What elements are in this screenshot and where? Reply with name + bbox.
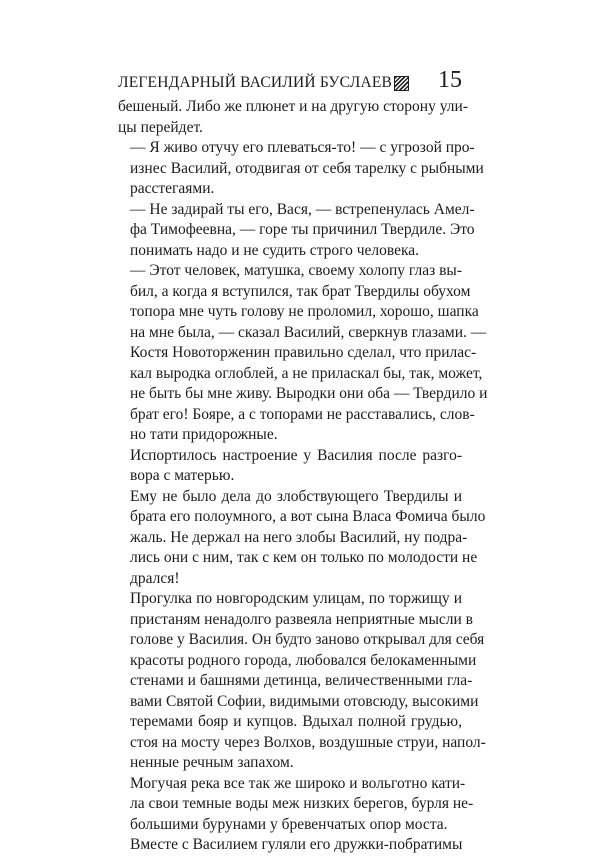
- paragraph: [118, 200, 475, 262]
- text-line: дрался!: [130, 569, 180, 587]
- text-line: фа Тимофеевна, — горе ты причинил Твердиле. Это: [130, 221, 475, 238]
- text-line: теремами бояр и купцов. Вдыхал полной грудью,: [130, 713, 462, 730]
- text-line: жаль. Не держал на него злобы Василий, ну подра-: [130, 528, 468, 546]
- text-line: вами Святой Софии, видимыми отовсюду, высокими: [130, 692, 479, 710]
- text-line: изнес Василий, отодвигая от себя тарелку с рыбными: [130, 159, 484, 177]
- text-line: бил, а когда я вступился, так брат Твердилы обухом: [130, 282, 471, 300]
- paragraph: [118, 261, 488, 446]
- paragraph: [118, 835, 462, 856]
- paragraph: [118, 97, 468, 138]
- text-line: лись они с ним, так с кем он только по молодости не: [130, 549, 478, 566]
- text-line: цы перейдет.: [118, 118, 203, 136]
- text-line: пристаням ненадолго развеяла неприятные мысли в: [130, 610, 473, 628]
- text-line: Костя Новоторженин правильно сделал, что прилас-: [130, 344, 477, 361]
- text-line: расстегаями.: [130, 180, 215, 197]
- text-line: вора с матерью.: [130, 467, 235, 484]
- text-line: стенами и башнями детинца, величественными гла-: [130, 672, 473, 689]
- text-line: — Не задирай ты его, Вася, — встрепенулась Амел-: [130, 200, 475, 218]
- text-line: голове у Василия. Он будто заново открывал для себя: [130, 631, 485, 648]
- text-line: Испортилось настроение у Василия после разго-: [130, 446, 462, 464]
- paragraph: [118, 487, 486, 590]
- text-line: Вместе с Василием гуляли его дружки-побратимы: [130, 836, 463, 853]
- text-line: красоты родного города, любовался белокаменными: [130, 651, 477, 669]
- page-number: 15: [438, 67, 462, 93]
- body-text: [118, 97, 488, 856]
- paragraph: [118, 446, 462, 487]
- text-line: на мне была, — сказал Василий, сверкнув глазами. —: [130, 323, 487, 341]
- text-line: не быть бы мне живу. Выродки они оба — Твердило и: [130, 385, 488, 402]
- text-line: Ему не было дела до злобствующего Твердилы и: [130, 487, 462, 505]
- text-line: большими бурунами у бревенчатых опор моста.: [130, 815, 448, 833]
- text-line: кал выродка оглоблей, а не приласкал бы, так, может,: [130, 364, 483, 382]
- text-line: понимать надо и не судить строго человека.: [130, 241, 420, 259]
- text-line: — Я живо отучу его плеваться-то! — с угрозой про-: [130, 139, 475, 156]
- text-line: бешеный. Либо же плюнет и на другую сторону ули-: [118, 98, 468, 115]
- text-line: Прогулка по новгородским улицам, по торжищу и: [130, 590, 462, 607]
- paragraph: [118, 589, 486, 774]
- text-line: брат его! Бояре, а с топорами не расставались, слов-: [130, 405, 475, 423]
- running-title-text: ЛЕГЕНДАРНЫЙ ВАСИЛИЙ БУСЛАЕВ: [118, 74, 393, 91]
- ornament-icon: [394, 76, 409, 91]
- paragraph: [118, 138, 484, 200]
- page-header: [118, 66, 462, 92]
- paragraph: [118, 774, 474, 836]
- text-line: ненные речным запахом.: [130, 754, 294, 771]
- text-line: но тати придорожные.: [130, 426, 278, 443]
- text-line: ла свои темные воды меж низких берегов, бурля не-: [130, 795, 474, 812]
- text-line: стоя на мосту через Волхов, воздушные струи, напол-: [130, 733, 486, 751]
- text-line: — Этот человек, матушка, своему холопу глаз вы-: [130, 262, 462, 279]
- text-line: Могучая река все так же широко и вольготно кати-: [130, 774, 466, 792]
- running-title: [118, 74, 409, 92]
- text-line: топора мне чуть голову не проломил, хорошо, шапка: [130, 303, 479, 320]
- text-line: брата его полоумного, а вот сына Власа Фомича было: [130, 508, 486, 525]
